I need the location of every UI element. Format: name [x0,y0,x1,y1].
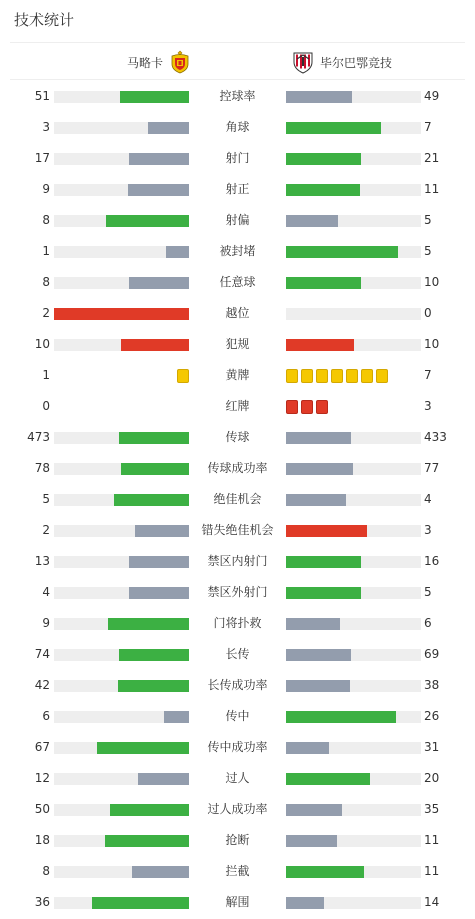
away-stat-bar-fill [286,91,352,103]
stat-label: 解围 [225,895,250,909]
home-stat-value: 13 [34,554,50,568]
away-stat-value: 38 [424,678,440,692]
stat-row [0,856,475,887]
away-team[interactable] [292,43,392,81]
stat-label: 错失绝佳机会 [201,523,274,537]
yellow-card-icon [316,369,328,383]
home-stat-bar [54,835,189,847]
home-stat-value: 12 [34,771,50,785]
stat-row [0,422,475,453]
home-stat-value: 5 [42,492,50,506]
section-title: 技术统计 [14,11,75,29]
away-stat-value: 6 [424,616,432,630]
away-stat-bar [286,308,421,320]
stat-label: 绝佳机会 [213,492,262,506]
stat-row [0,794,475,825]
stat-row [0,453,475,484]
away-stat-bar [286,339,421,351]
away-stat-value: 31 [424,740,440,754]
stat-label: 禁区内射门 [207,554,268,568]
red-card-icon [301,400,313,414]
away-stat-value: 7 [424,120,432,134]
home-stat-value: 8 [42,213,50,227]
home-stat-bar-fill [108,618,189,630]
home-stat-bar-fill [132,866,189,878]
away-stat-value: 14 [424,895,440,909]
home-stat-bar-fill [148,122,189,134]
home-stat-value: 10 [34,337,50,351]
yellow-card-icon [346,369,358,383]
home-stat-bar [54,153,189,165]
home-stat-bar [54,246,189,258]
stat-row [0,639,475,670]
stat-row [0,236,475,267]
yellow-card-icon [361,369,373,383]
away-stat-value: 11 [424,833,440,847]
away-stat-bar-fill [286,215,338,227]
away-stat-bar-fill [286,339,354,351]
stat-label: 拦截 [225,864,250,878]
stat-label: 任意球 [219,275,256,289]
home-stat-bar [54,91,189,103]
stat-label: 禁区外射门 [207,585,268,599]
home-stat-value: 51 [34,89,50,103]
stat-label: 犯规 [225,337,250,351]
yellow-card-icon [286,369,298,383]
yellow-card-icon [331,369,343,383]
away-stat-bar [286,866,421,878]
home-stat-bar-fill [106,215,189,227]
home-stat-value: 42 [34,678,50,692]
stat-label: 过人成功率 [207,802,268,816]
stat-row [0,546,475,577]
away-stat-value: 10 [424,275,440,289]
home-stat-bar [54,866,189,878]
away-stat-bar-fill [286,773,370,785]
stat-label: 长传 [225,647,250,661]
away-stat-value: 5 [424,213,432,227]
away-stat-bar-fill [286,804,342,816]
stat-row [0,732,475,763]
away-cards [286,400,328,414]
away-team-name: 毕尔巴鄂竞技 [320,55,393,70]
mallorca-crest-icon [169,50,191,74]
home-stat-value: 1 [42,244,50,258]
away-stat-value: 21 [424,151,440,165]
home-stat-bar [54,215,189,227]
home-stat-bar-fill [54,308,189,320]
home-stat-value: 473 [27,430,50,444]
away-cards [286,369,388,383]
away-stat-bar [286,618,421,630]
red-card-icon [286,400,298,414]
away-stat-bar-fill [286,680,350,692]
away-stat-bar [286,711,421,723]
stat-label: 传中 [225,709,250,723]
away-stat-bar [286,494,421,506]
home-stat-value: 17 [34,151,50,165]
away-stat-value: 3 [424,399,432,413]
home-stat-value: 2 [42,306,50,320]
stat-row [0,701,475,732]
home-team[interactable] [127,43,191,81]
home-stat-bar [54,556,189,568]
stat-row [0,174,475,205]
away-stat-bar [286,742,421,754]
stat-label: 射偏 [225,213,250,227]
away-stat-bar-fill [286,618,340,630]
away-stat-bar [286,804,421,816]
home-stat-bar-fill [166,246,189,258]
away-stat-bar [286,897,421,909]
stat-row [0,825,475,856]
away-stat-bar [286,122,421,134]
stat-row [0,887,475,918]
away-stat-bar [286,649,421,661]
home-stat-bar-fill [118,680,189,692]
away-stat-bar-fill [286,649,351,661]
away-stat-value: 77 [424,461,440,475]
away-stat-bar-fill [286,463,353,475]
stat-row [0,484,475,515]
home-stat-bar-fill [135,525,189,537]
stat-row [0,205,475,236]
away-stat-bar [286,680,421,692]
away-stat-bar [286,463,421,475]
stat-label: 红牌 [225,399,250,413]
home-stat-bar [54,122,189,134]
away-stat-bar [286,215,421,227]
stat-row [0,267,475,298]
home-stat-bar [54,432,189,444]
away-stat-bar [286,556,421,568]
home-stat-bar-fill [119,432,189,444]
stat-row [0,143,475,174]
stat-row [0,670,475,701]
stat-label: 传中成功率 [207,740,268,754]
away-stat-bar-fill [286,556,361,568]
stat-label: 门将扑救 [213,616,262,630]
yellow-card-icon [301,369,313,383]
stat-label: 射正 [225,182,250,196]
away-stat-bar-fill [286,153,361,165]
stat-row [0,81,475,112]
stat-row [0,515,475,546]
stat-row [0,391,475,422]
home-stat-value: 4 [42,585,50,599]
home-stat-value: 50 [34,802,50,816]
home-stat-bar [54,339,189,351]
home-stat-bar-fill [128,184,189,196]
home-stat-bar-fill [121,339,189,351]
home-stat-value: 3 [42,120,50,134]
yellow-card-icon [177,369,189,383]
away-stat-value: 11 [424,182,440,196]
away-stat-bar-fill [286,742,329,754]
athletic-bilbao-crest-icon [292,50,314,74]
home-stat-bar-fill [121,463,189,475]
away-stat-value: 433 [424,430,447,444]
away-stat-bar-fill [286,525,367,537]
away-stat-value: 4 [424,492,432,506]
away-stat-value: 35 [424,802,440,816]
away-stat-value: 69 [424,647,440,661]
home-stat-bar-fill [110,804,189,816]
away-stat-bar [286,153,421,165]
away-stat-bar [286,91,421,103]
away-stat-bar-fill [286,246,398,258]
home-stat-bar-fill [129,277,189,289]
away-stat-bar [286,246,421,258]
away-stat-bar-fill [286,587,361,599]
home-stat-bar [54,742,189,754]
home-stat-bar-fill [129,587,189,599]
home-stat-value: 36 [34,895,50,909]
away-stat-value: 49 [424,89,440,103]
home-stat-bar-fill [138,773,189,785]
home-stat-bar-fill [92,897,189,909]
home-stat-bar [54,773,189,785]
home-stat-bar [54,897,189,909]
away-stat-bar [286,432,421,444]
red-card-icon [316,400,328,414]
home-stat-value: 8 [42,864,50,878]
home-stat-bar [54,494,189,506]
stat-label: 过人 [225,771,250,785]
away-stat-bar [286,773,421,785]
stat-row [0,329,475,360]
stat-row [0,577,475,608]
away-stat-bar-fill [286,835,337,847]
stat-row [0,112,475,143]
home-stat-bar-fill [114,494,189,506]
home-stat-bar-fill [164,711,189,723]
away-stat-value: 5 [424,585,432,599]
home-stat-value: 18 [34,833,50,847]
stat-label: 传球 [225,430,250,444]
away-stat-bar-fill [286,184,360,196]
home-stat-value: 9 [42,616,50,630]
home-stat-value: 8 [42,275,50,289]
away-stat-bar [286,835,421,847]
away-stat-bar-fill [286,432,351,444]
away-stat-bar [286,587,421,599]
home-stat-bar [54,618,189,630]
stats-list [0,81,475,918]
home-stat-value: 9 [42,182,50,196]
stat-label: 角球 [225,120,250,134]
stat-label: 传球成功率 [207,461,268,475]
stat-label: 抢断 [225,833,250,847]
away-stat-bar-fill [286,711,396,723]
away-stat-value: 5 [424,244,432,258]
home-stat-value: 2 [42,523,50,537]
stat-label: 黄牌 [225,368,250,382]
home-stat-value: 1 [42,368,50,382]
home-stat-bar [54,525,189,537]
home-stat-bar-fill [97,742,189,754]
home-stat-bar [54,680,189,692]
stat-label: 射门 [225,151,250,165]
home-stat-bar-fill [129,153,189,165]
home-stat-bar [54,649,189,661]
away-stat-value: 7 [424,368,432,382]
away-stat-bar-fill [286,122,381,134]
away-stat-value: 20 [424,771,440,785]
away-stat-value: 11 [424,864,440,878]
stat-label: 控球率 [219,89,256,103]
home-stat-bar [54,463,189,475]
home-stat-value: 78 [34,461,50,475]
teams-header [10,42,465,80]
home-team-name: 马略卡 [127,55,164,70]
stat-label: 被封堵 [219,244,256,258]
home-stat-bar [54,804,189,816]
home-stat-value: 74 [34,647,50,661]
stat-row [0,360,475,391]
home-stat-bar [54,308,189,320]
stat-label: 越位 [225,306,250,320]
away-stat-value: 10 [424,337,440,351]
away-stat-bar [286,525,421,537]
home-stat-value: 0 [42,399,50,413]
stat-row [0,298,475,329]
home-cards [177,369,189,383]
away-stat-bar [286,184,421,196]
home-stat-bar [54,184,189,196]
away-stat-bar-fill [286,494,346,506]
away-stat-value: 16 [424,554,440,568]
home-stat-bar-fill [129,556,189,568]
home-stat-value: 6 [42,709,50,723]
away-stat-bar-fill [286,897,324,909]
away-stat-value: 26 [424,709,440,723]
home-stat-value: 67 [34,740,50,754]
stat-label: 长传成功率 [207,678,268,692]
home-stat-bar-fill [120,91,189,103]
away-stat-value: 0 [424,306,432,320]
away-stat-value: 3 [424,523,432,537]
stat-row [0,608,475,639]
away-stat-bar-fill [286,866,364,878]
home-stat-bar [54,587,189,599]
away-stat-bar-fill [286,277,361,289]
home-stat-bar-fill [119,649,189,661]
stat-row [0,763,475,794]
home-stat-bar-fill [105,835,189,847]
yellow-card-icon [376,369,388,383]
away-stat-bar [286,277,421,289]
home-stat-bar [54,711,189,723]
home-stat-bar [54,277,189,289]
